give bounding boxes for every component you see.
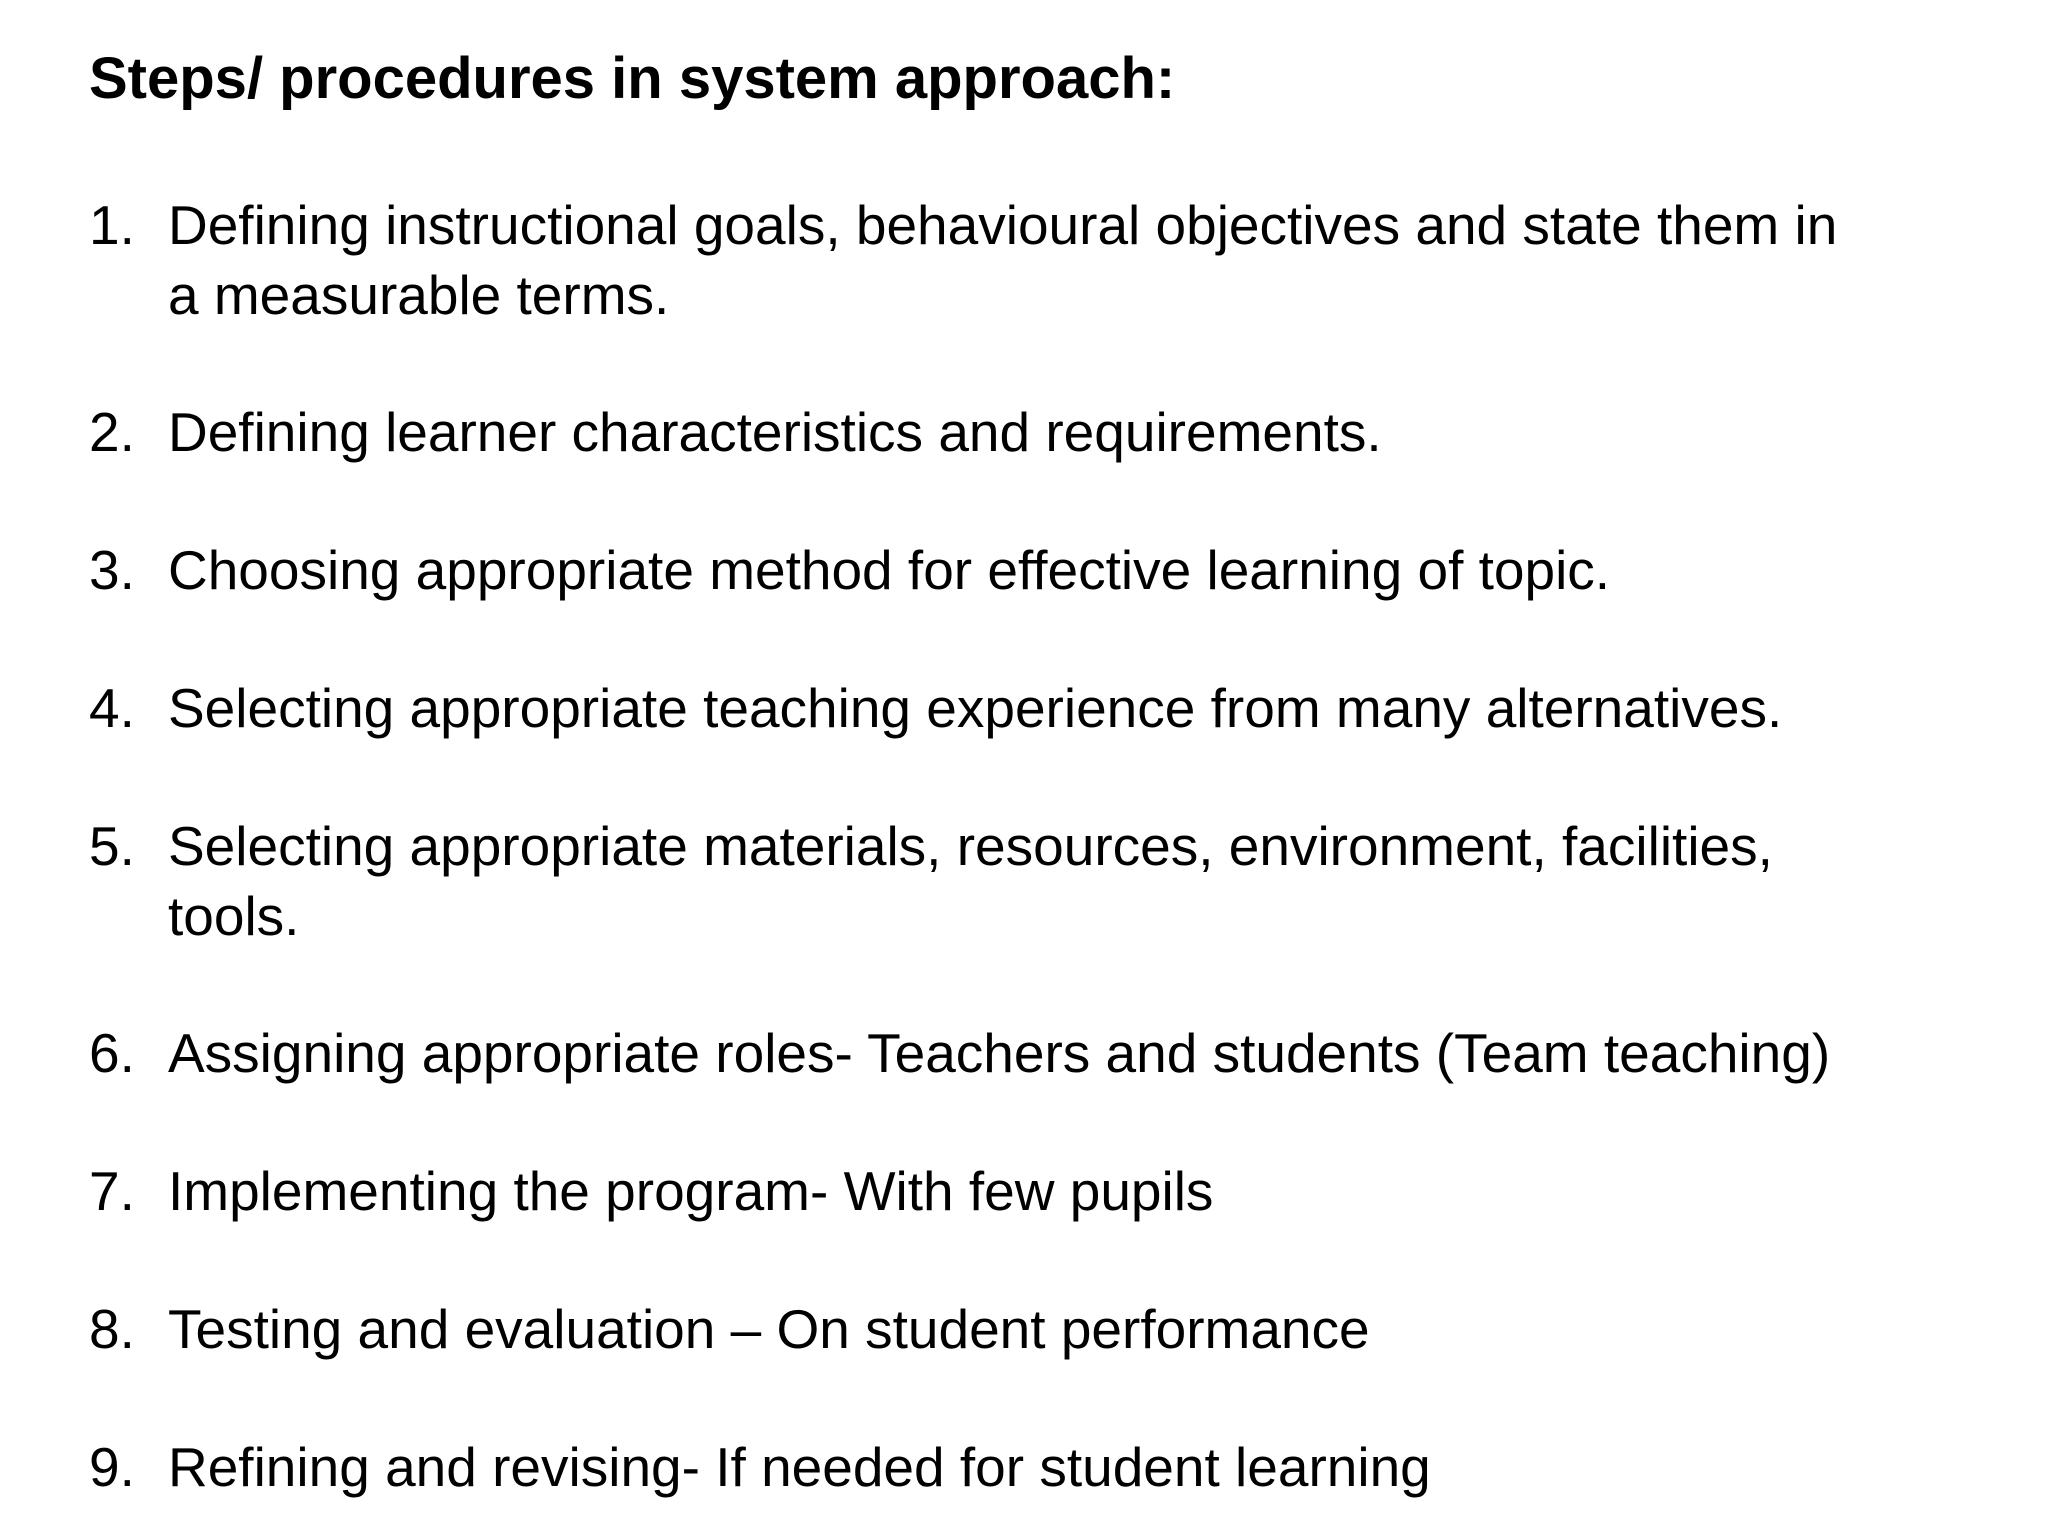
list-item-line: Defining learner characteristics and requirements.	[168, 401, 1382, 463]
list-item-text	[168, 1018, 1989, 1088]
list-item-line: tools.	[168, 885, 300, 947]
list-item-text	[168, 397, 1989, 467]
list-item-number: 1.	[89, 194, 135, 256]
list-item-text	[168, 811, 1989, 951]
list-item-9	[89, 1432, 1989, 1502]
list-item-text	[168, 673, 1989, 743]
list-item-number: 8.	[89, 1298, 135, 1360]
list-item-text	[168, 1294, 1989, 1364]
list-item-text	[168, 1432, 1989, 1502]
list-item-line: a measurable terms.	[168, 264, 670, 326]
list-item-line: Refining and revising- If needed for student learning	[168, 1436, 1431, 1498]
list-item-text	[168, 535, 1989, 605]
list-item-number: 6.	[89, 1022, 135, 1084]
list-item-line: Selecting appropriate materials, resources, environment, facilities,	[168, 815, 1773, 877]
list-item-number: 4.	[89, 677, 135, 739]
list-item-number: 7.	[89, 1160, 135, 1222]
list-item-7	[89, 1156, 1989, 1226]
list-item-number: 9.	[89, 1436, 135, 1498]
list-item-line: Implementing the program- With few pupils	[168, 1160, 1214, 1222]
list-item-number: 3.	[89, 539, 135, 601]
list-item-5	[89, 811, 1989, 951]
list-item-line: Testing and evaluation – On student performance	[168, 1298, 1370, 1360]
list-item-3	[89, 535, 1989, 605]
list-item-line: Assigning appropriate roles- Teachers and students (Team teaching)	[168, 1022, 1831, 1084]
list-item-text	[168, 190, 1989, 330]
page-title: Steps/ procedures in system approach:	[89, 46, 1176, 111]
list-item-line: Selecting appropriate teaching experience from many alternatives.	[168, 677, 1783, 739]
list-item-number: 5.	[89, 815, 135, 877]
list-item-2	[89, 397, 1989, 467]
list-item-6	[89, 1018, 1989, 1088]
list-item-line: Defining instructional goals, behavioural objectives and state them in	[168, 194, 1838, 256]
list-item-text	[168, 1156, 1989, 1226]
list-item-8	[89, 1294, 1989, 1364]
list-item-number: 2.	[89, 401, 135, 463]
list-item-line: Choosing appropriate method for effective learning of topic.	[168, 539, 1611, 601]
list-item-1	[89, 190, 1989, 330]
list-item-4	[89, 673, 1989, 743]
